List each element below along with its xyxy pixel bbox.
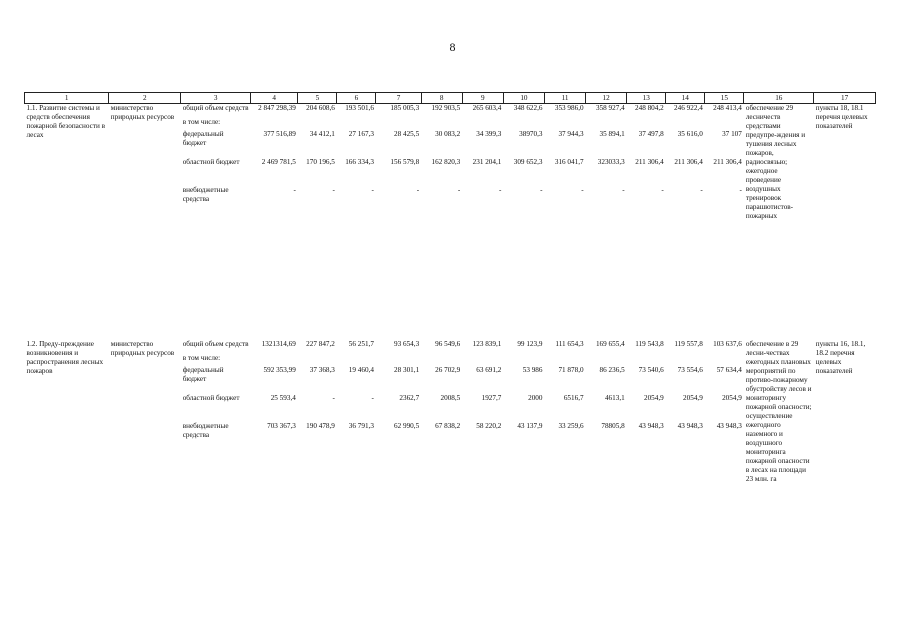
amount-value: - [416,186,420,194]
amount-value: 93 654,3 [394,340,420,348]
amount-value: - [581,186,584,194]
col-header: 3 [181,93,251,104]
amount-value: 1321314,69 [261,340,296,348]
amount-column [666,340,705,484]
col-header: 10 [503,93,544,104]
col-header: 8 [421,93,462,104]
amount-value: - [371,394,374,402]
col-header: 9 [462,93,503,104]
target-indicators: пункты 16, 18.1, 18.2 перечня целевых показателей [815,340,866,375]
amount-value: 353 986,0 [554,104,584,112]
amount-value: 204 608,6 [306,104,335,112]
amount-value: 33 259,6 [558,422,584,430]
header-row [25,93,876,104]
amount-value: - [332,186,335,194]
amount-value: 192 903,5 [431,104,461,112]
amount-value: 25 593,4 [270,394,296,402]
amount-value: 35 616,0 [677,130,703,138]
amount-value: 162 820,3 [431,158,461,166]
col-header: 11 [544,93,585,104]
funding-label: общий объем средств [182,104,249,112]
col-header: 16 [744,93,814,104]
amount-value: 170 196,5 [306,158,335,166]
amount-value [505,354,542,366]
amount-value [588,354,625,366]
amount-value: 63 691,2 [476,366,502,374]
amount-value: 2362,7 [399,394,420,402]
amount-value: 248 413,4 [713,104,742,112]
amount-column [586,340,627,484]
amount-value: - [332,394,335,402]
amount-value: 193 501,6 [345,104,374,112]
amount-value: 34 399,3 [476,130,502,138]
amount-value: 56 251,7 [348,340,374,348]
amount-column [586,104,627,341]
amount-value [378,354,419,366]
amount-value: - [739,186,742,194]
amount-value: 30 083,2 [435,130,461,138]
amount-column [705,104,744,341]
amount-value: 37 368,3 [309,366,335,374]
amount-value: - [293,186,296,194]
amount-value [668,118,703,130]
amount-value: 156 579,8 [390,158,420,166]
amount-value [423,118,460,130]
col-header: 12 [586,93,627,104]
program-table [24,92,876,484]
col-header: 7 [376,93,421,104]
amount-value [253,118,296,130]
amount-value: 2 469 781,5 [261,158,296,166]
amount-value [546,118,583,130]
amount-value [629,354,664,366]
amount-value [464,354,501,366]
amount-column [298,104,337,341]
amount-column [544,340,585,484]
amount-value [464,118,501,130]
amount-value: 78805,8 [601,422,625,430]
funding-labels [181,104,251,341]
amount-value: 323033,3 [597,158,625,166]
amount-value: 53 986 [522,366,543,374]
amount-value: 211 306,4 [635,158,664,166]
amount-value: 43 137,9 [517,422,543,430]
amount-value [629,118,664,130]
amount-value: 103 637,6 [713,340,742,348]
amount-value [300,354,335,366]
amount-column [705,340,744,484]
amount-value: 28 425,5 [394,130,420,138]
amount-value: 185 005,3 [390,104,420,112]
col-header: 5 [298,93,337,104]
executor: министерство природных ресурсов [110,104,175,121]
col-header: 13 [627,93,666,104]
amount-column [544,104,585,341]
amount-value [300,118,335,130]
amount-value: 166 334,3 [345,158,374,166]
col-header: 4 [251,93,298,104]
amount-value: 119 557,8 [674,340,703,348]
amount-value: 211 306,4 [674,158,703,166]
amount-value: 99 123,9 [517,340,543,348]
amount-value: 2008,5 [440,394,461,402]
amount-value: - [661,186,664,194]
amount-value: 111 654,3 [555,340,584,348]
target-indicators: пункты 18, 18.1 перечня целевых показателей [815,104,868,130]
amount-value: 246 922,4 [674,104,703,112]
amount-value: 37 944,3 [558,130,584,138]
funding-label: внебюджетные средства [182,186,229,203]
amount-value: - [498,186,502,194]
amount-value: 38970,3 [519,130,543,138]
amount-value: 2054,9 [722,394,742,402]
amount-value [505,118,542,130]
amount-value: 592 353,99 [263,366,296,374]
amount-column [462,340,503,484]
col-header: 6 [337,93,376,104]
amount-column [462,104,503,341]
amount-value: 377 516,89 [263,130,296,138]
col-header: 14 [666,93,705,104]
amount-value: 1927,7 [481,394,502,402]
amount-value: 169 655,4 [595,340,625,348]
amount-value: 2 847 298,39 [258,104,296,112]
activities-text: обеспечение в 29 лесни-чествах ежегодных плановых мероприятий по противо-пожарному обустройству лесов и мониторингу пожарной опасности; осуществление ежегодного наземного и воздушного мониторинга пожарной опасности в лесах на площади 23 млн. га [745,340,812,483]
amount-value: 37 497,8 [638,130,664,138]
col-header: 2 [109,93,181,104]
amount-value [339,118,374,130]
amount-value: - [540,186,543,194]
amount-value: 73 540,6 [638,366,664,374]
funding-labels [181,340,251,484]
amount-value: 36 791,3 [348,422,374,430]
amount-value: 28 301,1 [394,366,420,374]
funding-label: областной бюджет [182,394,240,402]
amount-value: 309 652,3 [513,158,543,166]
amount-column [251,104,298,341]
amount-value: 4613,1 [604,394,625,402]
amount-value: 26 702,9 [435,366,461,374]
amount-value: 2000 [528,394,543,402]
amount-value: 37 107 [722,130,742,138]
amount-value: 348 622,6 [513,104,543,112]
amount-column [376,104,421,341]
amount-column [421,104,462,341]
amount-value: 73 554,6 [677,366,703,374]
amount-column [627,340,666,484]
amount-column [337,104,376,341]
amount-value [707,118,742,130]
amount-value: 190 478,9 [306,422,335,430]
amount-value: 71 878,0 [558,366,584,374]
amount-value [423,354,460,366]
amount-value: 2054,9 [683,394,703,402]
funding-label: в том числе: [182,118,221,126]
amount-value: 35 894,1 [599,130,625,138]
funding-label: федеральный бюджет [182,130,224,147]
amount-value: 316 041,7 [554,158,584,166]
amount-value: 43 948,3 [716,422,742,430]
amount-value: 19 460,4 [348,366,374,374]
amount-value [707,354,742,366]
amount-value: 119 543,8 [635,340,664,348]
amount-value: - [457,186,461,194]
executor: министерство природных ресурсов [110,340,175,357]
amount-value [378,118,419,130]
amount-column [337,340,376,484]
funding-label: внебюджетные средства [182,422,229,439]
amount-value: 57 634,4 [716,366,742,374]
amount-column [298,340,337,484]
amount-column [421,340,462,484]
amount-value: 231 204,1 [472,158,502,166]
amount-value: 227 847,2 [306,340,335,348]
amount-value: 703 367,3 [267,422,296,430]
measure-name: 1.2. Преду-преждение возникновения и распространения лесных пожаров [26,340,104,375]
amount-value: 58 220,2 [476,422,502,430]
amount-column [503,340,544,484]
amount-column [666,104,705,341]
amount-value: 358 927,4 [595,104,625,112]
amount-column [627,104,666,341]
amount-value [253,354,296,366]
amount-value: 211 306,4 [713,158,742,166]
table-row [25,104,876,341]
amount-value: 86 236,5 [599,366,625,374]
amount-value [668,354,703,366]
amount-column [503,104,544,341]
amount-value: 265 603,4 [472,104,502,112]
amount-value: 43 948,3 [677,422,703,430]
amount-value: - [622,186,625,194]
amount-value: - [371,186,374,194]
table-body [25,104,876,485]
page-number: 8 [449,40,456,54]
col-header: 1 [25,93,109,104]
amount-value: 67 838,2 [435,422,461,430]
funding-label: общий объем средств [182,340,249,348]
amount-value: 62 990,5 [394,422,420,430]
col-header: 15 [705,93,744,104]
amount-value [339,354,374,366]
col-header: 17 [814,93,876,104]
measure-name: 1.1. Развитие системы и средств обеспечения пожарной безопасности в лесах [26,104,106,139]
amount-value: 96 549,6 [435,340,461,348]
funding-label: федеральный бюджет [182,366,224,383]
amount-value: 43 948,3 [638,422,664,430]
funding-label: в том числе: [182,354,221,362]
activities-text: обеспечение 29 лесничеств средствами предупре-ждения и тушения лесных пожаров, радиосвязью; ежегодное проведение воздушных тренировок парашютистов-пожарных [745,104,806,220]
amount-column [376,340,421,484]
amount-column [251,340,298,484]
amount-value: 2054,9 [643,394,664,402]
amount-value: 248 804,2 [635,104,664,112]
amount-value: - [700,186,703,194]
amount-value: 27 167,3 [348,130,374,138]
amount-value: 34 412,1 [309,130,335,138]
amount-value: 123 839,1 [472,340,502,348]
amount-value [546,354,583,366]
funding-label: областной бюджет [182,158,240,166]
amount-value [588,118,625,130]
table-row [25,340,876,484]
amount-value: 6516,7 [563,394,584,402]
